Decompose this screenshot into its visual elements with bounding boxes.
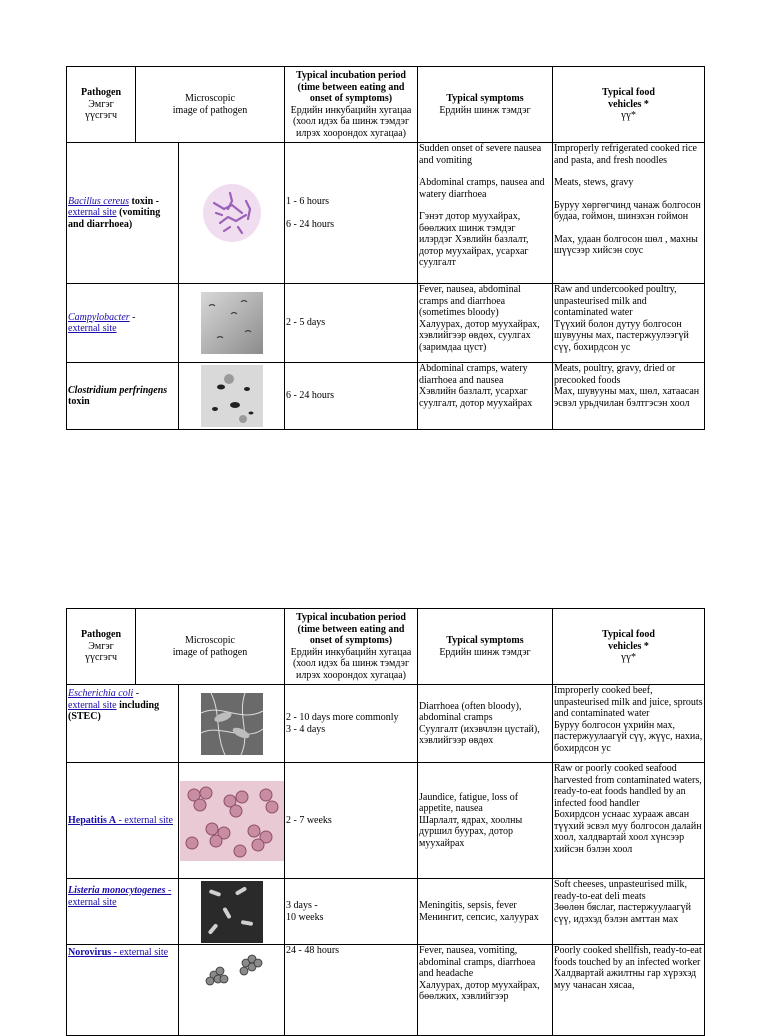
table-row <box>67 143 705 284</box>
pathogen-image <box>179 879 284 944</box>
pathogen-image <box>179 284 284 362</box>
vehicles-cell: Raw and undercooked poultry, unpasteurised milk and contaminated water Түүхий болон дутуу болгосон шувууны мах, пастержуулээгүй сүү, бохирдсон ус <box>553 284 705 363</box>
pathogen-table-2 <box>66 608 705 1036</box>
incubation-cell: 3 days - 10 weeks <box>285 879 418 945</box>
header-pathogen: Pathogen Эмгэг үүсгэгч <box>67 67 136 143</box>
table-row <box>67 284 705 363</box>
symptoms-cell: Diarrhoea (often bloody), abdominal cramps Суулгалт (ихэвчлэн цустай), хэвлийгээр өвдөх <box>418 685 553 763</box>
pathogen-image <box>179 763 284 878</box>
table-row <box>67 363 705 430</box>
pathogen-cell: Escherichia coli - external site including (STEC) <box>67 685 179 762</box>
header-symptoms: Typical symptoms Ердийн шинж тэмдэг <box>418 609 553 685</box>
symptoms-cell: Meningitis, sepsis, fever Менингит, сепсис, халуурах <box>418 879 553 945</box>
campylobacter-link[interactable]: Campylobacter <box>68 311 130 323</box>
external-site-link[interactable]: external site <box>68 323 117 334</box>
header-image: Microscopic image of pathogen <box>136 67 285 143</box>
symptoms-cell: Jaundice, fatigue, loss of appetite, nausea Шарлалт, ядрах, хоолны дуршил буурах, дотор муухайрах <box>418 763 553 879</box>
symptoms-cell: Fever, nausea, vomiting, abdominal cramps, diarrhoea and headache Халуурах, дотор муухайрах, бөөлжих, хэвлийгээр <box>418 945 553 1036</box>
listeria-micrograph-icon <box>201 881 263 943</box>
pathogen-cell <box>67 763 179 878</box>
symptoms-cell: Fever, nausea, abdominal cramps and diarrhoea (sometimes bloody) Халуурах, дотор муухайрах, хэвлийгээр өвдөх, суулгах (заримдаа цуст) <box>418 284 553 363</box>
bacillus-micrograph-icon <box>202 183 262 243</box>
vehicles-cell: Raw or poorly cooked seafood harvested from contaminated waters, ready-to-eat foods handled by an infected food handler Бохирдсон уснаас хурааж авсан түүхий эсвэл муу болгосон далайн хоол, халдвартай хоол хүнсээр хийсэн бэлэн хоол <box>553 763 705 879</box>
symptoms-cell: Sudden onset of severe nausea and vomiting Abdominal cramps, nausea and watery diarrhoea Гэнэт дотор муухайрах, бөөлжих шинж тэмдэг илэрдэг Хэвлийн базлалт, дотор муухайрах, усархаг суулгалт <box>418 143 553 284</box>
header-symptoms: Typical symptoms Ердийн шинж тэмдэг <box>418 67 553 143</box>
table-row <box>67 945 705 1036</box>
external-site-link[interactable]: external site <box>68 699 117 711</box>
pathogen-image <box>179 363 284 429</box>
pathogen-cell: Campylobacter - external site <box>67 284 179 362</box>
header-vehicles: Typical food vehicles * үү* <box>553 67 705 143</box>
incubation-cell: 6 - 24 hours <box>285 363 418 430</box>
table-row <box>67 763 705 879</box>
incubation-cell: 2 - 7 weeks <box>285 763 418 879</box>
pathogen-cell <box>67 945 179 1035</box>
table-header-row <box>67 67 705 143</box>
hepatitis-micrograph-icon <box>180 781 284 861</box>
vehicles-cell: Meats, poultry, gravy, dried or precooked foods Мах, шувууны мах, шөл, хатаасан эсвэл урьдчилан бэлтгэсэн хоол <box>553 363 705 430</box>
header-image: Microscopic image of pathogen <box>136 609 285 685</box>
header-pathogen: Pathogen Эмгэг үүсгэгч <box>67 609 136 685</box>
pathogen-cell: Bacillus cereus toxin - external site (vomiting and diarrhoea) <box>67 143 179 283</box>
pathogen-image <box>179 685 284 762</box>
listeria-link[interactable]: Listeria monocytogenes - external site <box>68 885 172 908</box>
bacillus-cereus-link[interactable]: Bacillus cereus <box>68 195 130 207</box>
vehicles-cell: Improperly cooked beef, unpasteurised milk and juice, sprouts and contaminated water Буруу болгосон үхрийн мах, пастержуулаагүй сүү, жүүс, нахиа, бохирдсон ус <box>553 685 705 763</box>
symptoms-cell: Abdominal cramps, watery diarrhoea and nausea Хэвлийн базлалт, усархаг суулгалт, дотор муухайрах <box>418 363 553 430</box>
ecoli-micrograph-icon <box>201 693 263 755</box>
clostridium-micrograph-icon <box>201 365 263 427</box>
pathogen-cell: Clostridium perfringens toxin <box>67 363 179 429</box>
table-header-row <box>67 609 705 685</box>
vehicles-cell: Soft cheeses, unpasteurised milk, ready-to-eat deli meats Зөөлөн бяслаг, пастержуулаагүй сүү, идэхэд бэлэн амттан мах <box>553 879 705 945</box>
pathogen-cell <box>67 879 179 944</box>
campylobacter-micrograph-icon <box>201 292 263 354</box>
ecoli-link[interactable]: Escherichia coli <box>68 688 134 699</box>
pathogen-image <box>179 143 284 283</box>
hepatitis-a-link[interactable]: Hepatitis A - external site <box>68 814 173 826</box>
table-row <box>67 879 705 945</box>
header-vehicles: Typical food vehicles * үү* <box>553 609 705 685</box>
header-incubation: Typical incubation period (time between eating and onset of symptoms) Ердийн инкубацийн хугацаа (хоол идэх ба шинж тэмдэг илрэх хоорондох хугацаа) <box>285 609 418 685</box>
table-row <box>67 685 705 763</box>
norovirus-micrograph-icon <box>200 951 264 991</box>
incubation-cell: 2 - 10 days more commonly 3 - 4 days <box>285 685 418 763</box>
incubation-cell: 24 - 48 hours <box>285 945 418 1036</box>
incubation-cell: 1 - 6 hours 6 - 24 hours <box>285 143 418 284</box>
norovirus-link[interactable]: Norovirus - external site <box>68 947 169 958</box>
vehicles-cell: Improperly refrigerated cooked rice and pasta, and fresh noodles Meats, stews, gravy Буруу хөргөгчинд чанаж болгосон будаа, гоймон, шинэхэн гоймон Мах, удаан болгосон шөл , махны шүүсээр хийсэн соус <box>553 143 705 284</box>
header-incubation: Typical incubation period (time between eating and onset of symptoms) Ердийн инкубацийн хугацаа (хоол идэх ба шинж тэмдэг илрэх хоорондох хугацаа) <box>285 67 418 143</box>
vehicles-cell: Poorly cooked shellfish, ready-to-eat foods touched by an infected worker Халдвартай ажилтны гар хүрэхэд муу чанасан хясаа, <box>553 945 705 1036</box>
pathogen-table-1 <box>66 66 705 430</box>
pathogen-image <box>179 945 284 1035</box>
incubation-cell: 2 - 5 days <box>285 284 418 363</box>
external-site-link[interactable]: external site <box>68 207 117 219</box>
